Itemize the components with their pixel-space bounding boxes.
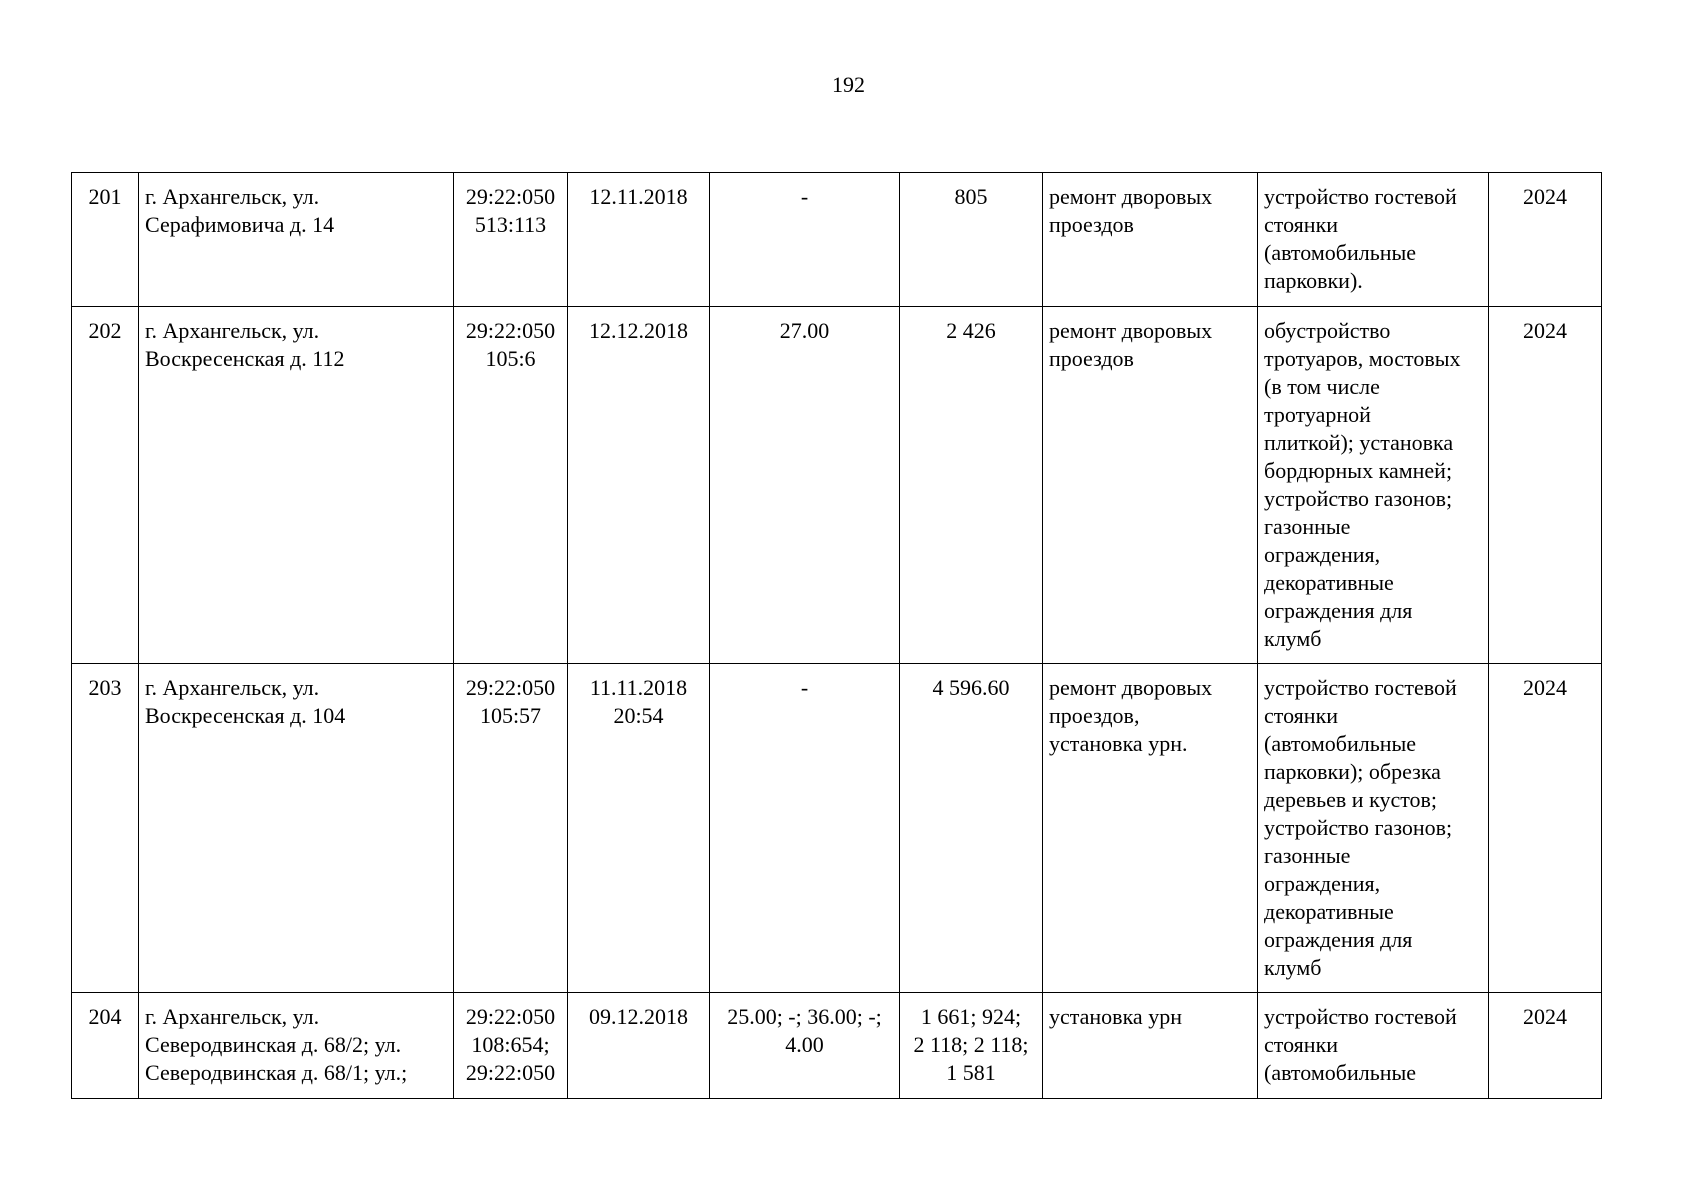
additional-works-line: устройство газонов;	[1264, 815, 1453, 840]
year-cell: 2024	[1489, 664, 1602, 993]
work-type-line: проездов,	[1049, 703, 1140, 728]
cadastral-number-line: 29:22:050	[465, 675, 556, 700]
work-type-line: ремонт дворовых	[1049, 184, 1213, 209]
value-line: 4.00	[785, 1032, 824, 1057]
cadastral-number-line: 105:6	[485, 346, 536, 371]
additional-works-line: ограждения для	[1264, 598, 1413, 623]
additional-works-line: деревьев и кустов;	[1264, 787, 1438, 812]
registry-table	[71, 172, 1602, 1099]
address-line: г. Архангельск, ул.	[145, 1004, 320, 1029]
page-number: 192	[832, 72, 865, 97]
cadastral-number-line: 108:654;	[471, 1032, 550, 1057]
value-line: -	[800, 675, 809, 700]
address-line: г. Архангельск, ул.	[145, 318, 320, 343]
additional-works-line: парковки); обрезка	[1264, 759, 1441, 784]
address-line: Серафимовича д. 14	[145, 212, 335, 237]
additional-works-line: (автомобильные	[1264, 731, 1417, 756]
row-number-cell: 203	[72, 664, 139, 993]
row-number-cell: 204	[72, 993, 139, 1099]
table-row	[72, 307, 1602, 664]
additional-works-line: парковки).	[1264, 268, 1363, 293]
address-line: Северодвинская д. 68/2; ул.	[145, 1032, 402, 1057]
additional-works-line: обустройство	[1264, 318, 1391, 343]
area-line: 2 426	[946, 318, 996, 343]
additional-works-line: (автомобильные	[1264, 1060, 1417, 1085]
cadastral-number-line: 29:22:050	[465, 318, 556, 343]
additional-works-line: плиткой); установка	[1264, 430, 1454, 455]
additional-works-line: газонные	[1264, 843, 1351, 868]
area-line: 1 581	[946, 1060, 996, 1085]
additional-works-line: стоянки	[1264, 703, 1339, 728]
additional-works-line: бордюрных камней;	[1264, 458, 1453, 483]
additional-works-line: ограждения,	[1264, 542, 1381, 567]
work-type-line: установка урн	[1049, 1004, 1182, 1029]
additional-works-line: клумб	[1264, 626, 1322, 651]
additional-works-cell	[1258, 307, 1489, 664]
date-line: 12.12.2018	[589, 318, 688, 343]
address-line: Воскресенская д. 104	[145, 703, 346, 728]
additional-works-line: тротуарной	[1264, 402, 1371, 427]
row-number-cell: 201	[72, 173, 139, 307]
value-cell	[710, 307, 900, 664]
value-line: 25.00; -; 36.00; -;	[727, 1004, 882, 1029]
work-type-line: ремонт дворовых	[1049, 318, 1213, 343]
value-cell	[710, 993, 900, 1099]
row-number-cell: 202	[72, 307, 139, 664]
additional-works-line: тротуаров, мостовых	[1264, 346, 1461, 371]
cadastral-number-line: 513:113	[474, 212, 547, 237]
cadastral-number-cell	[454, 307, 568, 664]
work-type-line: проездов	[1049, 346, 1134, 371]
address-cell	[139, 993, 454, 1099]
additional-works-cell	[1258, 664, 1489, 993]
date-cell	[568, 664, 710, 993]
work-type-cell	[1043, 664, 1258, 993]
additional-works-line: устройство гостевой	[1264, 1004, 1457, 1029]
cadastral-number-cell	[454, 173, 568, 307]
area-line: 1 661; 924;	[920, 1004, 1022, 1029]
additional-works-cell	[1258, 173, 1489, 307]
additional-works-line: (в том числе	[1264, 374, 1380, 399]
table-row	[72, 664, 1602, 993]
additional-works-line: ограждения,	[1264, 871, 1381, 896]
additional-works-line: устройство газонов;	[1264, 486, 1453, 511]
additional-works-line: декоративные	[1264, 570, 1394, 595]
work-type-cell	[1043, 173, 1258, 307]
year-cell: 2024	[1489, 173, 1602, 307]
table-row	[72, 993, 1602, 1099]
date-line: 12.11.2018	[589, 184, 688, 209]
work-type-line: проездов	[1049, 212, 1134, 237]
cadastral-number-cell	[454, 993, 568, 1099]
date-cell	[568, 993, 710, 1099]
work-type-line: ремонт дворовых	[1049, 675, 1213, 700]
additional-works-line: газонные	[1264, 514, 1351, 539]
date-cell	[568, 173, 710, 307]
area-cell	[900, 307, 1043, 664]
cadastral-number-line: 29:22:050	[465, 1060, 556, 1085]
additional-works-line: (автомобильные	[1264, 240, 1417, 265]
value-line: -	[800, 184, 809, 209]
date-line: 11.11.2018	[589, 675, 688, 700]
address-line: Воскресенская д. 112	[145, 346, 345, 371]
area-cell	[900, 993, 1043, 1099]
address-line: г. Архангельск, ул.	[145, 675, 320, 700]
address-line: Северодвинская д. 68/1; ул.;	[145, 1060, 408, 1085]
work-type-cell	[1043, 993, 1258, 1099]
date-cell	[568, 307, 710, 664]
value-cell	[710, 173, 900, 307]
year-cell: 2024	[1489, 307, 1602, 664]
work-type-cell	[1043, 307, 1258, 664]
area-cell	[900, 173, 1043, 307]
area-line: 2 118; 2 118;	[913, 1032, 1029, 1057]
date-line: 20:54	[613, 703, 664, 728]
area-line: 4 596.60	[932, 675, 1010, 700]
area-line: 805	[954, 184, 988, 209]
date-line: 09.12.2018	[589, 1004, 688, 1029]
additional-works-line: ограждения для	[1264, 927, 1413, 952]
cadastral-number-line: 29:22:050	[465, 1004, 556, 1029]
cadastral-number-line: 105:57	[479, 703, 542, 728]
work-type-line: установка урн.	[1049, 731, 1188, 756]
additional-works-line: устройство гостевой	[1264, 184, 1457, 209]
year-cell: 2024	[1489, 993, 1602, 1099]
additional-works-line: декоративные	[1264, 899, 1394, 924]
value-cell	[710, 664, 900, 993]
address-cell	[139, 664, 454, 993]
address-cell	[139, 307, 454, 664]
value-line: 27.00	[779, 318, 830, 343]
additional-works-line: стоянки	[1264, 212, 1339, 237]
cadastral-number-cell	[454, 664, 568, 993]
address-cell	[139, 173, 454, 307]
additional-works-line: клумб	[1264, 955, 1322, 980]
additional-works-cell	[1258, 993, 1489, 1099]
cadastral-number-line: 29:22:050	[465, 184, 556, 209]
address-line: г. Архангельск, ул.	[145, 184, 320, 209]
table-row	[72, 173, 1602, 307]
area-cell	[900, 664, 1043, 993]
table-body	[72, 173, 1602, 1099]
additional-works-line: стоянки	[1264, 1032, 1339, 1057]
additional-works-line: устройство гостевой	[1264, 675, 1457, 700]
